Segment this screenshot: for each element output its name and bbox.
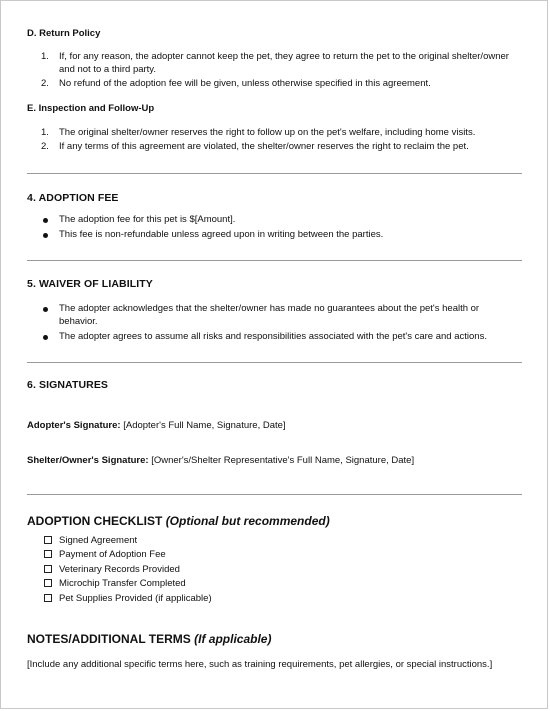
- list-number: 1.: [41, 127, 49, 138]
- checkbox[interactable]: [44, 536, 52, 544]
- checklist-item-label: Signed Agreement: [59, 535, 138, 546]
- checkbox[interactable]: [44, 579, 52, 587]
- signatures-heading: 6. SIGNATURES: [27, 379, 109, 391]
- checkbox[interactable]: [44, 565, 52, 573]
- list-item-text: The adoption fee for this pet is $[Amount].: [59, 214, 236, 225]
- notes-heading-note: (If applicable): [194, 632, 272, 646]
- inspection-heading: E. Inspection and Follow-Up: [27, 103, 155, 114]
- list-item-text: If, for any reason, the adopter cannot keep the pet, they agree to return the pet to the original shelter/owner and not to a third party.: [59, 51, 509, 75]
- checklist-item[interactable]: [44, 549, 166, 561]
- return-policy-heading: D. Return Policy: [27, 28, 101, 39]
- inspection-item: [27, 127, 523, 140]
- checklist-heading: [27, 514, 330, 528]
- list-item-text: No refund of the adoption fee will be given, unless otherwise specified in this agreement.: [59, 78, 431, 89]
- list-item-text: The adopter acknowledges that the shelter/owner has made no guarantees about the pet's health or behavior.: [59, 303, 480, 327]
- shelter-signature-label: Shelter/Owner's Signature:: [27, 455, 149, 466]
- section-divider: [27, 260, 522, 261]
- checklist-heading-text: ADOPTION CHECKLIST: [27, 514, 163, 528]
- list-item-text: The adopter agrees to assume all risks and responsibilities associated with the pet's care and actions.: [59, 331, 487, 342]
- checklist-item-label: Microchip Transfer Completed: [59, 578, 186, 589]
- list-item-text: If any terms of this agreement are violated, the shelter/owner reserves the right to reclaim the pet.: [59, 141, 469, 152]
- checklist-item[interactable]: [44, 535, 137, 547]
- checklist-item[interactable]: [44, 564, 180, 576]
- notes-heading: [27, 632, 271, 646]
- checklist-item-label: Pet Supplies Provided (if applicable): [59, 593, 212, 604]
- inspection-item: [27, 141, 523, 154]
- checkbox[interactable]: [44, 594, 52, 602]
- waiver-item: [27, 331, 523, 344]
- adoption-fee-item: [27, 229, 523, 242]
- checkbox[interactable]: [44, 550, 52, 558]
- waiver-heading: 5. WAIVER OF LIABILITY: [27, 278, 153, 290]
- section-divider: [27, 494, 522, 495]
- section-divider: [27, 173, 522, 174]
- checklist-heading-note: (Optional but recommended): [165, 514, 330, 528]
- notes-heading-text: NOTES/ADDITIONAL TERMS: [27, 632, 191, 646]
- bullet-icon: [43, 307, 48, 312]
- list-number: 2.: [41, 78, 49, 89]
- list-item-text: This fee is non-refundable unless agreed upon in writing between the parties.: [59, 229, 384, 240]
- checklist-item-label: Payment of Adoption Fee: [59, 549, 166, 560]
- notes-text: [Include any additional specific terms here, such as training requirements, pet allergies, or special instructions.]: [27, 659, 493, 670]
- adopter-signature-label: Adopter's Signature:: [27, 420, 121, 431]
- return-policy-item: [27, 78, 523, 91]
- bullet-icon: [43, 233, 48, 238]
- adoption-fee-item: [27, 214, 523, 227]
- section-divider: [27, 362, 522, 363]
- list-number: 1.: [41, 51, 49, 62]
- checklist-item[interactable]: [44, 578, 186, 590]
- checklist-item-label: Veterinary Records Provided: [59, 564, 180, 575]
- adopter-signature-line: [27, 420, 523, 433]
- checklist-item[interactable]: [44, 593, 212, 605]
- return-policy-item: [27, 51, 523, 76]
- shelter-signature-line: [27, 455, 523, 468]
- list-number: 2.: [41, 141, 49, 152]
- waiver-item: [27, 303, 523, 328]
- adopter-signature-value: [Adopter's Full Name, Signature, Date]: [123, 420, 286, 431]
- adoption-fee-heading: 4. ADOPTION FEE: [27, 192, 119, 204]
- bullet-icon: [43, 335, 48, 340]
- shelter-signature-value: [Owner's/Shelter Representative's Full Name, Signature, Date]: [151, 455, 415, 466]
- bullet-icon: [43, 218, 48, 223]
- list-item-text: The original shelter/owner reserves the right to follow up on the pet's welfare, including home visits.: [59, 127, 476, 138]
